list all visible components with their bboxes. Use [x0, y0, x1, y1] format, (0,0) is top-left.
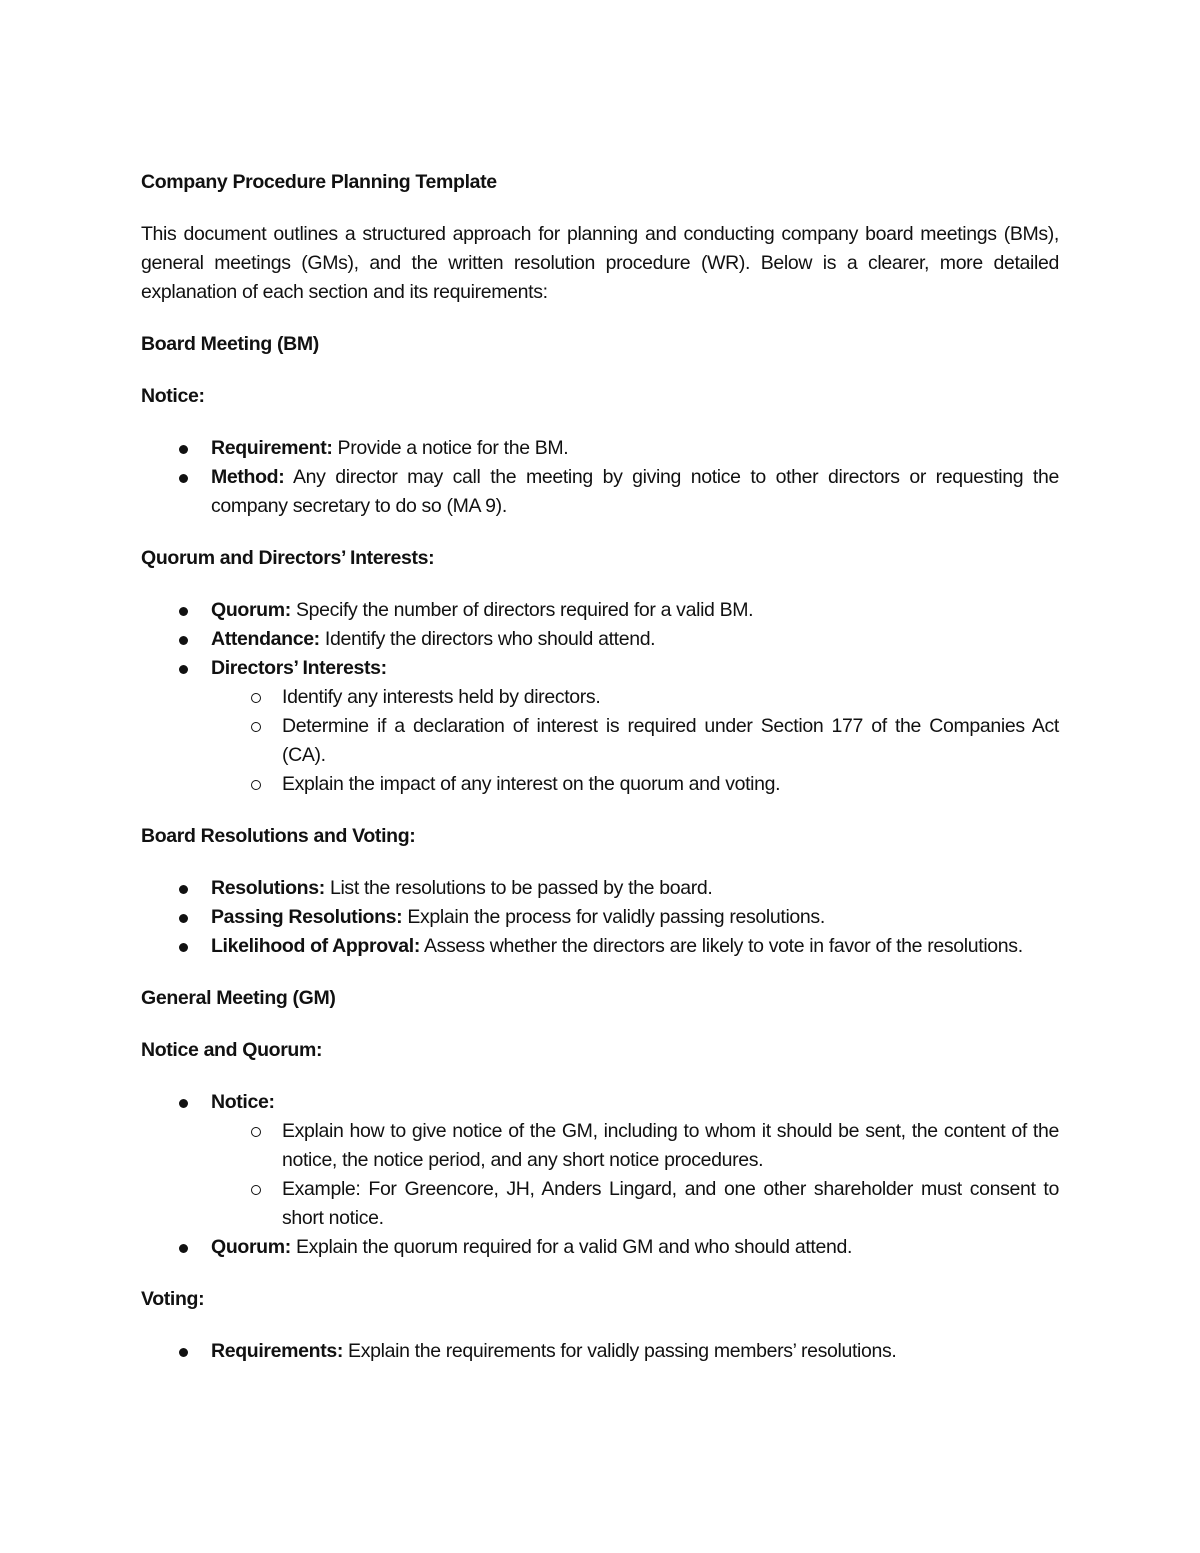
sub-item-text: Example: For Greencore, JH, Anders Lingard, and one other shareholder must consent to short notice. [282, 1178, 1059, 1229]
subheading-voting: Voting: [141, 1288, 205, 1310]
sub-item-text: Identify any interests held by directors. [282, 686, 601, 708]
sub-item-text: Explain the impact of any interest on the quorum and voting. [282, 773, 781, 795]
list-item [141, 1337, 1059, 1366]
sub-list-item [141, 770, 1059, 799]
subheading-notice-quorum: Notice and Quorum: [141, 1039, 323, 1061]
bullet-icon [179, 665, 188, 674]
item-label: Directors’ Interests: [211, 657, 387, 679]
bullet-icon [179, 1099, 188, 1108]
item-label: Quorum: [211, 1236, 291, 1258]
gm-notice-sublist [211, 1117, 1059, 1233]
item-label: Requirements: [211, 1340, 343, 1362]
notice-list [141, 434, 1059, 521]
bullet-icon [179, 943, 188, 952]
hollow-bullet-icon [251, 722, 261, 732]
item-label: Requirement: [211, 437, 333, 459]
bullet-icon [179, 1244, 188, 1253]
bullet-icon [179, 445, 188, 454]
sub-list-item [141, 1117, 1059, 1175]
bullet-icon [179, 474, 188, 483]
list-item [141, 1088, 1059, 1233]
gm-notice-list [141, 1088, 1059, 1262]
bullet-icon [179, 1348, 188, 1357]
list-item [141, 932, 1059, 961]
item-label: Method: [211, 466, 285, 488]
voting-list [141, 1337, 1059, 1366]
hollow-bullet-icon [251, 1127, 261, 1137]
list-item [141, 654, 1059, 799]
quorum-list [141, 596, 1059, 799]
section-heading-board-meeting: Board Meeting (BM) [141, 333, 319, 355]
sub-list-item [141, 712, 1059, 770]
item-text: List the resolutions to be passed by the board. [324, 877, 713, 899]
item-label: Resolutions: [211, 877, 325, 899]
item-label: Passing Resolutions: [211, 906, 403, 928]
list-item [141, 1233, 1059, 1262]
bullet-icon [179, 914, 188, 923]
list-item [141, 596, 1059, 625]
list-item [141, 874, 1059, 903]
bullet-icon [179, 636, 188, 645]
item-text: Provide a notice for the BM. [332, 437, 569, 459]
resolutions-list [141, 874, 1059, 961]
list-item [141, 434, 1059, 463]
item-text: Explain the requirements for validly passing members’ resolutions. [342, 1340, 897, 1362]
intro-paragraph: This document outlines a structured approach for planning and conducting company board meetings (BMs), general meetings (GMs), and the written resolution procedure (WR). Below is a clearer, more detailed explanation of each section and its requirements: [141, 223, 1059, 303]
sub-item-text: Explain how to give notice of the GM, including to whom it should be sent, the content of the notice, the notice period, and any short notice procedures. [282, 1120, 1059, 1171]
hollow-bullet-icon [251, 1185, 261, 1195]
subheading-board-resolutions: Board Resolutions and Voting: [141, 825, 416, 847]
item-text: Explain the process for validly passing resolutions. [402, 906, 825, 928]
bullet-icon [179, 885, 188, 894]
list-item [141, 903, 1059, 932]
list-item [141, 463, 1059, 521]
item-text: Explain the quorum required for a valid GM and who should attend. [290, 1236, 853, 1258]
hollow-bullet-icon [251, 780, 261, 790]
sub-list-item [141, 683, 1059, 712]
list-item [141, 625, 1059, 654]
section-heading-general-meeting: General Meeting (GM) [141, 987, 336, 1009]
item-text: Identify the directors who should attend. [319, 628, 656, 650]
document-page [141, 168, 1059, 1389]
subheading-quorum-interests: Quorum and Directors’ Interests: [141, 547, 435, 569]
sub-list-item [141, 1175, 1059, 1233]
subheading-notice: Notice: [141, 385, 205, 407]
document-title: Company Procedure Planning Template [141, 171, 497, 193]
hollow-bullet-icon [251, 693, 261, 703]
item-label: Notice: [211, 1091, 275, 1113]
directors-interests-sublist [211, 683, 1059, 799]
item-text: Specify the number of directors required for a valid BM. [290, 599, 754, 621]
item-label: Likelihood of Approval: [211, 935, 420, 957]
item-text: Any director may call the meeting by giving notice to other directors or requesting the company secretary to do so (MA 9). [211, 466, 1059, 517]
sub-item-text: Determine if a declaration of interest is required under Section 177 of the Companies Act (CA). [282, 715, 1059, 766]
item-label: Quorum: [211, 599, 291, 621]
bullet-icon [179, 607, 188, 616]
item-text: Assess whether the directors are likely to vote in favor of the resolutions. [419, 935, 1023, 957]
item-label: Attendance: [211, 628, 320, 650]
